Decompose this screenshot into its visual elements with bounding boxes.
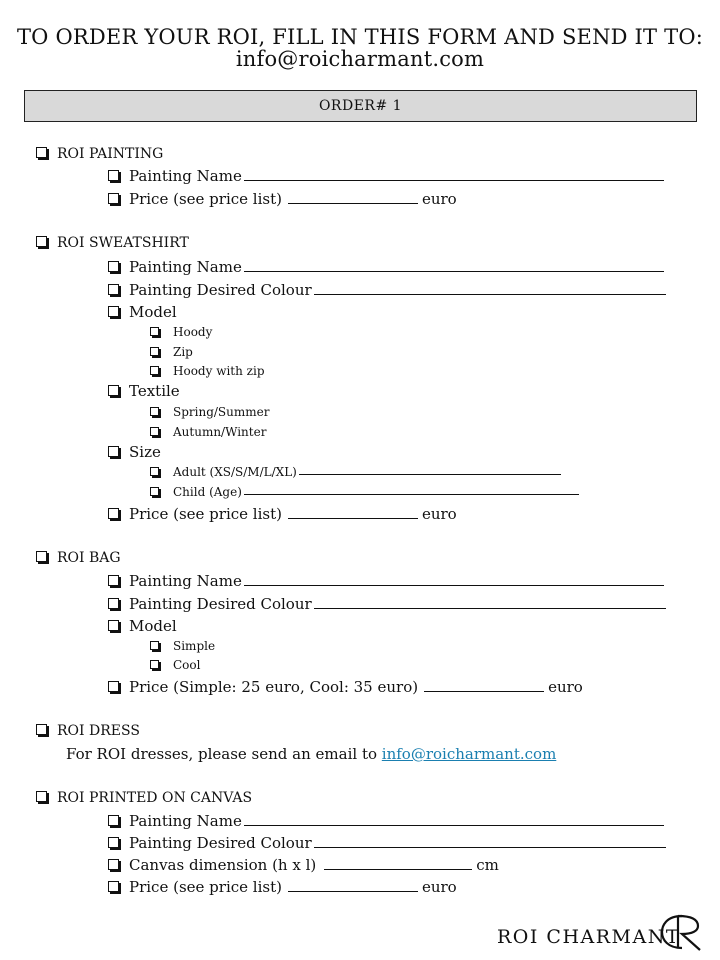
checkbox-icon[interactable] bbox=[36, 791, 47, 802]
checkbox-icon[interactable] bbox=[108, 881, 119, 892]
canvas-price-blank[interactable] bbox=[288, 890, 418, 892]
checkbox-icon[interactable] bbox=[150, 467, 159, 476]
painting-name-row[interactable] bbox=[108, 167, 664, 185]
painting-price-blank[interactable] bbox=[288, 202, 418, 204]
bag-price-row[interactable] bbox=[108, 678, 583, 696]
option-zip[interactable] bbox=[150, 345, 193, 359]
field-label: Painting Name bbox=[129, 812, 242, 830]
checkbox-icon[interactable] bbox=[108, 681, 119, 692]
sweatshirt-name-blank[interactable] bbox=[244, 270, 664, 272]
section-canvas[interactable] bbox=[36, 790, 252, 806]
section-heading: ROI DRESS bbox=[57, 723, 140, 739]
sweatshirt-name-row[interactable] bbox=[108, 258, 664, 276]
option-simple[interactable] bbox=[150, 639, 215, 653]
option-autumn-winter[interactable] bbox=[150, 425, 266, 439]
canvas-colour-blank[interactable] bbox=[314, 846, 666, 848]
checkbox-icon[interactable] bbox=[36, 551, 47, 562]
field-label: Painting Name bbox=[129, 572, 242, 590]
checkbox-icon[interactable] bbox=[150, 660, 159, 669]
bag-price-blank[interactable] bbox=[424, 690, 544, 692]
section-painting[interactable] bbox=[36, 146, 163, 162]
checkbox-icon[interactable] bbox=[150, 366, 159, 375]
child-age-blank[interactable] bbox=[244, 493, 579, 495]
checkbox-icon[interactable] bbox=[108, 837, 119, 848]
checkbox-icon[interactable] bbox=[150, 487, 159, 496]
field-label: Painting Name bbox=[129, 167, 242, 185]
checkbox-icon[interactable] bbox=[108, 598, 119, 609]
field-label: Painting Name bbox=[129, 258, 242, 276]
option-label: Child (Age) bbox=[173, 485, 242, 499]
adult-size-blank[interactable] bbox=[299, 473, 561, 475]
title-email: info@roicharmant.com bbox=[235, 47, 485, 71]
section-heading: ROI SWEATSHIRT bbox=[57, 235, 189, 251]
option-label: Autumn/Winter bbox=[173, 425, 267, 439]
bag-colour-row[interactable] bbox=[108, 595, 666, 613]
checkbox-icon[interactable] bbox=[108, 446, 119, 457]
canvas-name-blank[interactable] bbox=[244, 824, 664, 826]
unit-label: cm bbox=[476, 856, 499, 874]
option-cool[interactable] bbox=[150, 658, 200, 672]
option-label: Cool bbox=[173, 658, 201, 672]
field-label: Painting Desired Colour bbox=[129, 281, 312, 299]
option-label: Zip bbox=[173, 345, 193, 359]
roi-charmant-logo-icon bbox=[660, 912, 706, 952]
field-label: Canvas dimension (h x l) bbox=[129, 856, 317, 874]
unit-label: euro bbox=[421, 505, 457, 523]
checkbox-icon[interactable] bbox=[108, 170, 119, 181]
unit-label: euro bbox=[548, 678, 583, 696]
sweatshirt-textile-row[interactable] bbox=[108, 382, 180, 400]
sweatshirt-price-row[interactable] bbox=[108, 505, 457, 523]
option-hoody[interactable] bbox=[150, 325, 212, 339]
canvas-dimension-blank[interactable] bbox=[324, 868, 472, 870]
checkbox-icon[interactable] bbox=[150, 407, 159, 416]
section-dress[interactable] bbox=[36, 723, 140, 739]
checkbox-icon[interactable] bbox=[108, 575, 119, 586]
checkbox-icon[interactable] bbox=[108, 620, 119, 631]
field-label: Price (see price list) bbox=[129, 878, 282, 896]
option-label: Spring/Summer bbox=[173, 405, 270, 419]
field-label: Price (see price list) bbox=[129, 505, 282, 523]
checkbox-icon[interactable] bbox=[150, 347, 159, 356]
checkbox-icon[interactable] bbox=[36, 147, 47, 158]
sweatshirt-price-blank[interactable] bbox=[288, 517, 418, 519]
sweatshirt-colour-blank[interactable] bbox=[314, 293, 666, 295]
bag-model-row[interactable] bbox=[108, 617, 177, 635]
field-label: Model bbox=[129, 303, 177, 321]
field-label: Price (see price list) bbox=[129, 190, 282, 208]
bag-name-blank[interactable] bbox=[244, 584, 664, 586]
option-label: Adult (XS/S/M/L/XL) bbox=[173, 465, 297, 479]
option-spring-summer[interactable] bbox=[150, 405, 269, 419]
option-adult-size[interactable] bbox=[150, 465, 561, 479]
option-label: Hoody with zip bbox=[173, 364, 265, 378]
dress-note bbox=[66, 745, 556, 763]
canvas-name-row[interactable] bbox=[108, 812, 664, 830]
order-number-bar: ORDER# 1 bbox=[24, 90, 697, 122]
checkbox-icon[interactable] bbox=[108, 859, 119, 870]
painting-price-row[interactable] bbox=[108, 190, 457, 208]
canvas-colour-row[interactable] bbox=[108, 834, 666, 852]
title-line: TO ORDER YOUR ROI, FILL IN THIS FORM AND SEND IT TO: bbox=[16, 25, 704, 49]
canvas-price-row[interactable] bbox=[108, 878, 457, 896]
unit-label: euro bbox=[421, 878, 457, 896]
checkbox-icon[interactable] bbox=[150, 327, 159, 336]
checkbox-icon[interactable] bbox=[108, 815, 119, 826]
field-label: Model bbox=[129, 617, 177, 635]
field-label: Painting Desired Colour bbox=[129, 834, 312, 852]
brand-name: ROI CHARMANT bbox=[497, 926, 681, 948]
dress-email-link[interactable]: info@roicharmant.com bbox=[381, 745, 557, 763]
checkbox-icon[interactable] bbox=[108, 508, 119, 519]
section-heading: ROI PAINTING bbox=[57, 146, 164, 162]
sweatshirt-size-row[interactable] bbox=[108, 443, 161, 461]
checkbox-icon[interactable] bbox=[150, 427, 159, 436]
checkbox-icon[interactable] bbox=[108, 306, 119, 317]
field-label: Size bbox=[129, 443, 161, 461]
checkbox-icon[interactable] bbox=[108, 385, 119, 396]
checkbox-icon[interactable] bbox=[108, 193, 119, 204]
section-sweatshirt[interactable] bbox=[36, 235, 189, 251]
sweatshirt-colour-row[interactable] bbox=[108, 281, 666, 299]
section-heading: ROI PRINTED ON CANVAS bbox=[57, 790, 253, 806]
field-label: Painting Desired Colour bbox=[129, 595, 312, 613]
option-child-age[interactable] bbox=[150, 485, 579, 499]
form-title bbox=[0, 26, 720, 70]
section-heading: ROI BAG bbox=[57, 550, 121, 566]
dress-note-text: For ROI dresses, please send an email to bbox=[66, 745, 378, 763]
checkbox-icon[interactable] bbox=[36, 724, 47, 735]
checkbox-icon[interactable] bbox=[108, 284, 119, 295]
unit-label: euro bbox=[421, 190, 457, 208]
option-hoody-with-zip[interactable] bbox=[150, 364, 265, 378]
checkbox-icon[interactable] bbox=[150, 641, 159, 650]
section-bag[interactable] bbox=[36, 550, 121, 566]
bag-name-row[interactable] bbox=[108, 572, 664, 590]
bag-colour-blank[interactable] bbox=[314, 607, 666, 609]
checkbox-icon[interactable] bbox=[36, 236, 47, 247]
checkbox-icon[interactable] bbox=[108, 261, 119, 272]
field-label: Textile bbox=[129, 382, 180, 400]
sweatshirt-model-row[interactable] bbox=[108, 303, 177, 321]
option-label: Hoody bbox=[173, 325, 213, 339]
option-label: Simple bbox=[173, 639, 216, 653]
field-label: Price (Simple: 25 euro, Cool: 35 euro) bbox=[129, 678, 419, 696]
painting-name-blank[interactable] bbox=[244, 179, 664, 181]
canvas-dimension-row[interactable] bbox=[108, 856, 499, 874]
